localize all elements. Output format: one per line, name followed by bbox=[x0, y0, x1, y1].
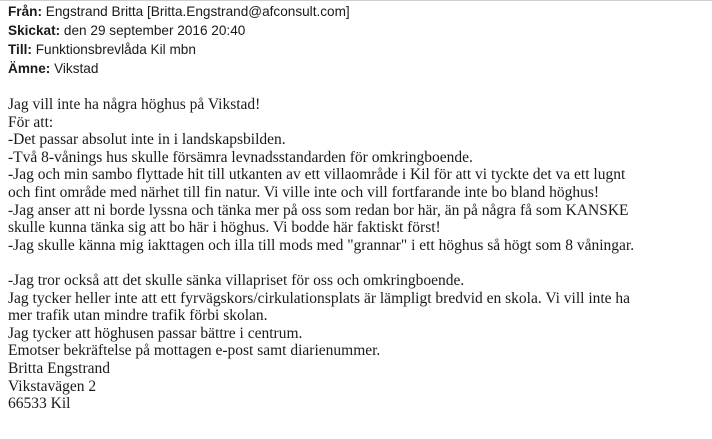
body-blank-line bbox=[8, 254, 708, 272]
from-label: Från: bbox=[8, 4, 42, 19]
sent-row bbox=[8, 21, 350, 40]
subject-value: Vikstad bbox=[54, 61, 99, 76]
subject-label: Ämne: bbox=[8, 61, 51, 76]
body-line: -Jag tror också att det skulle sänka villapriset för oss och omkringboende. bbox=[8, 271, 465, 289]
body-line: Jag vill inte ha några höghus på Vikstad! bbox=[8, 96, 261, 113]
sent-label: Skickat: bbox=[8, 23, 61, 38]
body-line: Jag tycker heller inte att ett fyrvägskors/cirkulationsplats är lämpligt bredvid en skola. Vi vill inte ha bbox=[8, 289, 631, 307]
signature-street: Vikstavägen 2 bbox=[8, 377, 97, 395]
body-line: -Jag anser att ni borde lyssna och tänka mer på oss som redan bor här, än på några få som KANSKE bbox=[8, 201, 629, 219]
body-line: Emotser bekräftelse på mottagen e-post samt diarienummer. bbox=[8, 342, 381, 360]
to-label: Till: bbox=[8, 42, 32, 57]
body-line: mer trafik utan mindre trafik förbi skolan. bbox=[8, 307, 268, 325]
signature-name: Britta Engstrand bbox=[8, 359, 111, 377]
subject-row bbox=[8, 59, 350, 78]
body-line: Jag tycker att höghusen passar bättre i centrum. bbox=[8, 324, 303, 342]
body-line: -Två 8-vånings hus skulle försämra levnadsstandarden för omkringboende. bbox=[8, 148, 473, 166]
email-header bbox=[8, 2, 350, 78]
header-divider bbox=[0, 0, 712, 1]
to-value: Funktionsbrevlåda Kil mbn bbox=[35, 42, 196, 57]
body-line: -Jag och min sambo flyttade hit till utkanten av ett villaområde i Kil för att vi tyckte det va ett lugnt bbox=[8, 166, 626, 184]
from-row bbox=[8, 2, 350, 21]
signature-postal: 66533 Kil bbox=[8, 395, 71, 413]
from-value: Engstrand Britta [Britta.Engstrand@afconsult.com] bbox=[45, 4, 350, 19]
sent-value: den 29 september 2016 20:40 bbox=[63, 23, 246, 38]
body-line: skulle kunna tänka sig att bo här i höghus. Vi bodde här faktiskt först! bbox=[8, 219, 441, 237]
body-line: -Det passar absolut inte in i landskapsbilden. bbox=[8, 131, 286, 149]
to-row bbox=[8, 40, 350, 59]
body-line: -Jag skulle känna mig iakttagen och illa till mods med "grannar" i ett höghus så högt som 8 våningar. bbox=[8, 236, 635, 254]
body-line: För att: bbox=[8, 113, 54, 131]
email-body bbox=[8, 96, 708, 413]
body-line: och fint område med närhet till fin natur. Vi ville inte och vill fortfarande inte bo bland höghus! bbox=[8, 183, 600, 201]
